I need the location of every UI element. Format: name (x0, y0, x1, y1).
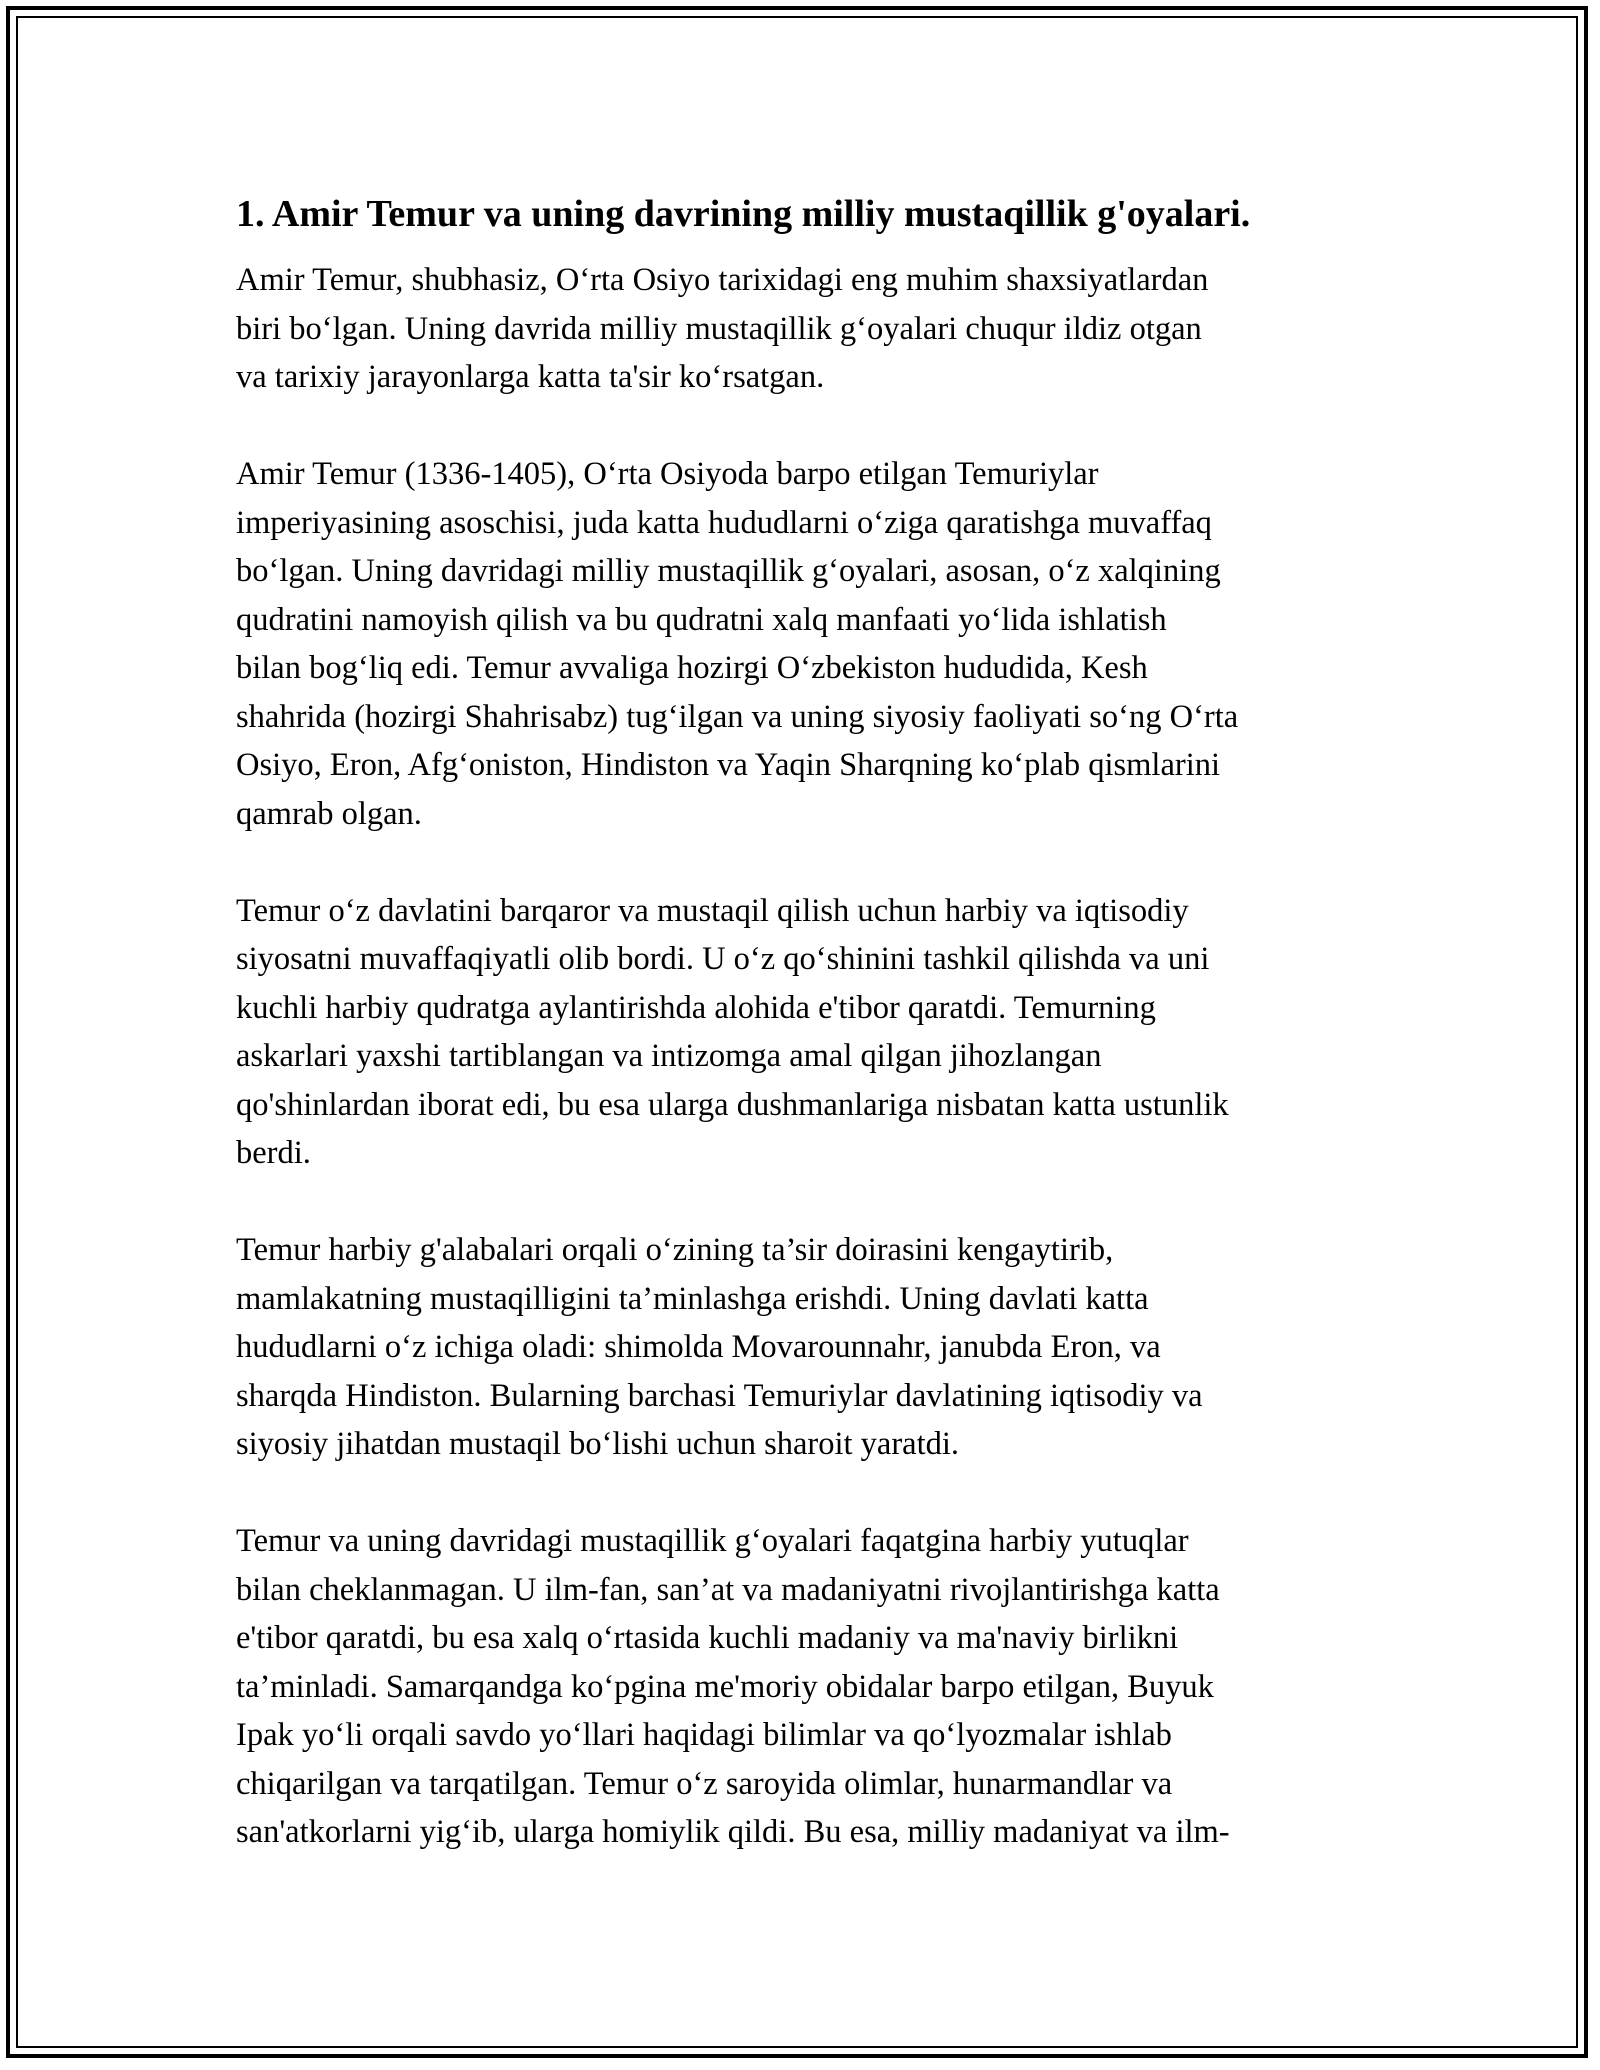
paragraph-line: bo‘lgan. Uning davridagi milliy mustaqillik g‘oyalari, asosan, o‘z xalqining (236, 553, 1221, 589)
paragraph-line: bilan cheklanmagan. U ilm-fan, san’at va madaniyatni rivojlantirishga katta (236, 1571, 1220, 1608)
paragraph-line: Temur va uning davridagi mustaqillik g‘oyalari faqatgina harbiy yutuqlar (236, 1523, 1189, 1559)
paragraph-line: siyosiy jihatdan mustaqil bo‘lishi uchun sharoit yaratdi. (236, 1426, 960, 1462)
paragraph-line: e'tibor qaratdi, bu esa xalq o‘rtasida kuchli madaniy va ma'naviy birlikni (236, 1620, 1179, 1656)
paragraph-line: hududlarni o‘z ichiga oladi: shimolda Movarounnahr, janubda Eron, va (236, 1329, 1161, 1365)
paragraph-line: Temur o‘z davlatini barqaror va mustaqil qilish uchun harbiy va iqtisodiy (236, 892, 1189, 929)
document-body (236, 186, 1386, 1905)
paragraph-line: siyosatni muvaffaqiyatli olib bordi. U o‘z qo‘shinini tashkil qilishda va uni (236, 941, 1210, 977)
paragraph-1 (236, 256, 1386, 402)
paragraph-line: mamlakatning mustaqilligini ta’minlashga erishdi. Uning davlati katta (236, 1280, 1149, 1317)
paragraph-line: ta’minladi. Samarqandga ko‘pgina me'moriy obidalar barpo etilgan, Buyuk (236, 1668, 1214, 1705)
paragraph-3 (236, 887, 1386, 1178)
paragraph-line: biri bo‘lgan. Uning davrida milliy mustaqillik g‘oyalari chuqur ildiz otgan (236, 310, 1202, 347)
paragraph-line: Osiyo, Eron, Afg‘oniston, Hindiston va Yaqin Sharqning ko‘plab qismlarini (236, 747, 1220, 783)
paragraph-line: Temur harbiy g'alabalari orqali o‘zining ta’sir doirasini kengaytirib, (236, 1232, 1114, 1268)
section-heading: 1. Amir Temur va uning davrining milliy mustaqillik g'oyalari. (236, 193, 1251, 235)
paragraph-line: imperiyasining asoschisi, juda katta hududlarni o‘ziga qaratishga muvaffaq (236, 504, 1212, 541)
paragraph-line: Amir Temur, shubhasiz, O‘rta Osiyo tarixidagi eng muhim shaxsiyatlardan (236, 262, 1209, 298)
paragraph-line: qamrab olgan. (236, 795, 422, 832)
paragraph-line: Ipak yo‘li orqali savdo yo‘llari haqidagi bilimlar va qo‘lyozmalar ishlab (236, 1717, 1172, 1753)
paragraph-line: qo'shinlardan iborat edi, bu esa ularga dushmanlariga nisbatan katta ustunlik (236, 1086, 1229, 1123)
paragraph-line: va tarixiy jarayonlarga katta ta'sir ko‘rsatgan. (236, 359, 825, 395)
paragraph-line: kuchli harbiy qudratga aylantirishda alohida e'tibor qaratdi. Temurning (236, 989, 1156, 1026)
paragraph-line: berdi. (236, 1135, 311, 1171)
paragraph-line: shahrida (hozirgi Shahrisabz) tug‘ilgan va uning siyosiy faoliyati so‘ng O‘rta (236, 698, 1239, 735)
paragraph-line: qudratini namoyish qilish va bu qudratni xalq manfaati yo‘lida ishlatish (236, 601, 1167, 638)
paragraph-4 (236, 1226, 1386, 1469)
paragraph-line: chiqarilgan va tarqatilgan. Temur o‘z saroyida olimlar, hunarmandlar va (236, 1765, 1173, 1802)
paragraph-2 (236, 450, 1386, 838)
paragraph-line: askarlari yaxshi tartiblangan va intizomga amal qilgan jihozlangan (236, 1038, 1102, 1074)
paragraph-line: san'atkorlarni yig‘ib, ularga homiylik qildi. Bu esa, milliy madaniyat va ilm- (236, 1814, 1230, 1850)
paragraph-line: sharqda Hindiston. Bularning barchasi Temuriylar davlatining iqtisodiy va (236, 1377, 1203, 1414)
paragraph-line: bilan bog‘liq edi. Temur avvaliga hozirgi O‘zbekiston hududida, Kesh (236, 650, 1148, 686)
paragraph-line: Amir Temur (1336-1405), O‘rta Osiyoda barpo etilgan Temuriylar (236, 456, 1099, 492)
paragraph-5 (236, 1517, 1386, 1857)
